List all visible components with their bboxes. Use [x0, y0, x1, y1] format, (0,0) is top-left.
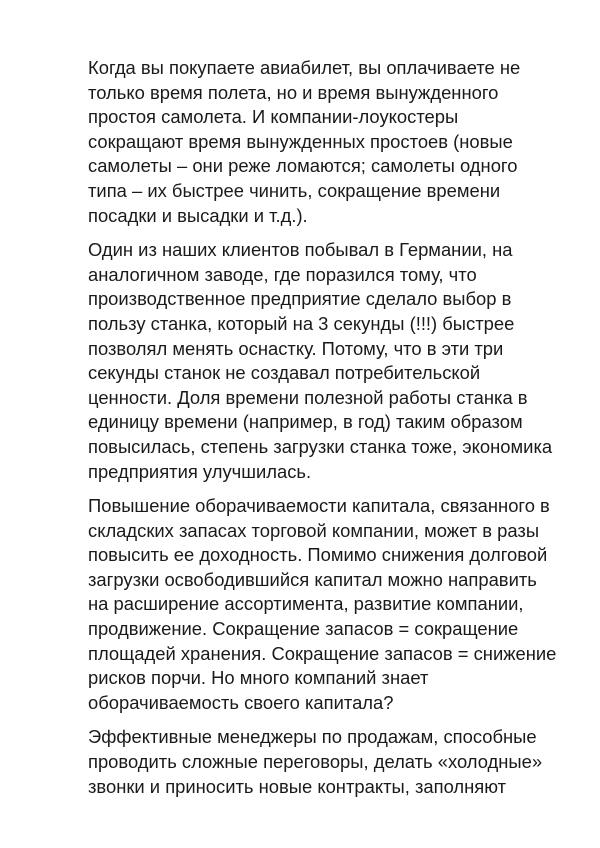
body-text	[88, 56, 560, 799]
paragraph-capital-turnover: Повышение оборачиваемости капитала, связанного в складских запасах торговой компании, может в разы повысить ее доходность. Помимо снижения долговой загрузки освободившийся капитал можно направить на расширение ассортимента, развитие компании, продвижение. Сокращение запасов = сокращение площадей хранения. Сокращение запасов = снижение рисков порчи. Но много компаний знает оборачиваемость своего капитала?	[88, 495, 557, 713]
paragraph-sales-managers: Эффективные менеджеры по продажам, способные проводить сложные переговоры, делать «холодные» звонки и приносить новые контракты, заполняют	[88, 726, 543, 797]
paragraph-airline-downtime: Когда вы покупаете авиабилет, вы оплачиваете не только время полета, но и время вынужденного простоя самолета. И компании-лоукостеры сокращают время вынужденных простоев (новые самолеты – они реже ломаются; самолеты одного типа – их быстрее чинить, сокращение времени посадки и высадки и т.д.).	[88, 57, 521, 226]
paragraph-machine-changeover: Один из наших клиентов побывал в Германии, на аналогичном заводе, где поразился тому, что производственное предприятие сделало выбор в пользу станка, который на 3 секунды (!!!) быстрее позволял менять оснастку. Потому, что в эти три секунды станок не создавал потребительской ценности. Доля времени полезной работы станка в единицу времени (например, в год) таким образом повысилась, степень загрузки станка тоже, экономика предприятия улучшилась.	[88, 239, 553, 482]
